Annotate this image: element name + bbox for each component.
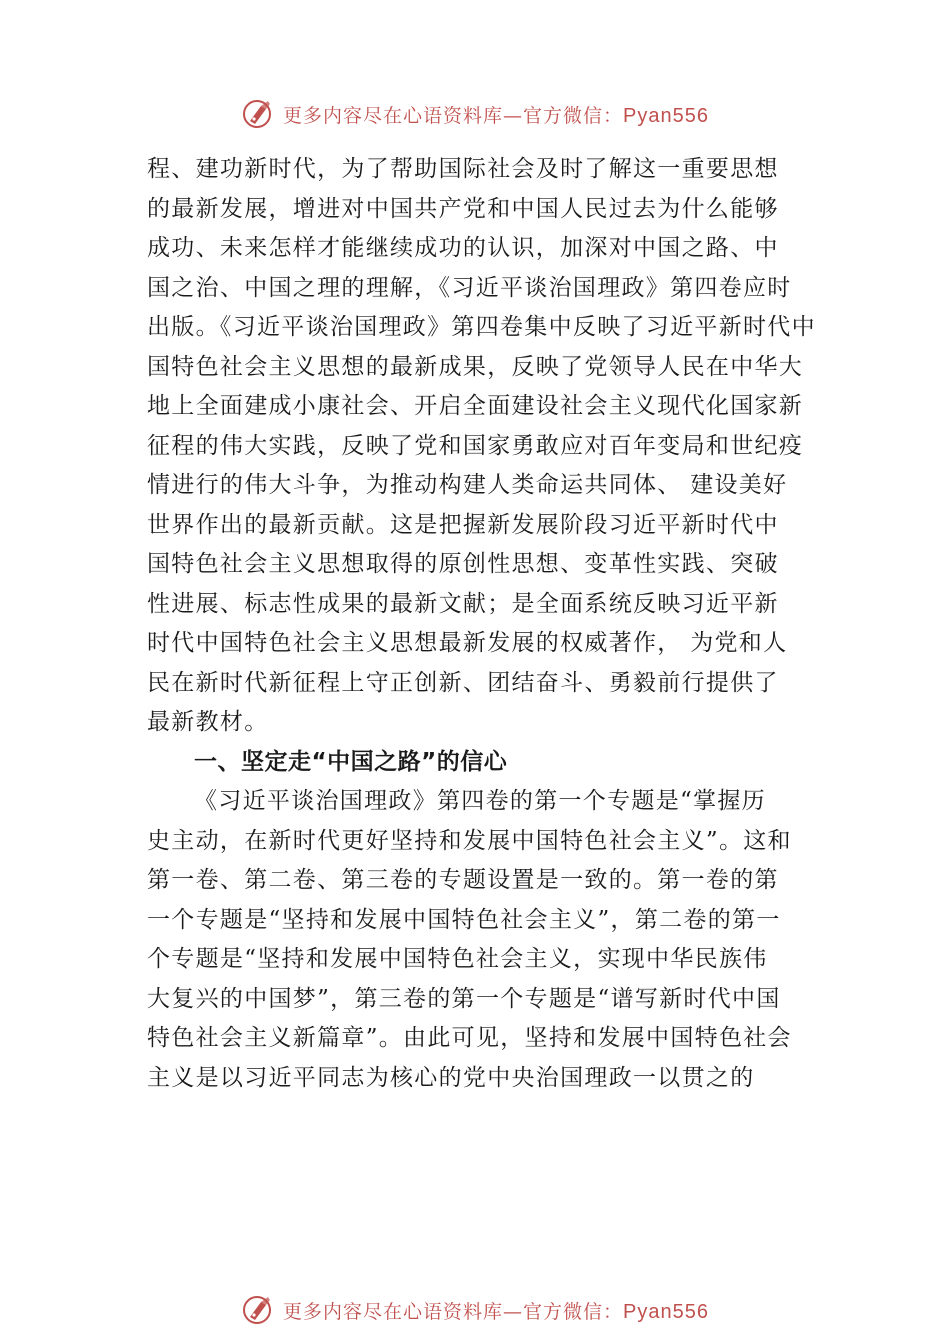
body-line: 国特色社会主义思想取得的原创性思想、变革性实践、突破 [147,551,779,577]
body-line: 主义是以习近平同志为核心的党中央治国理政一以贯之的 [147,1064,755,1091]
watermark-text [283,101,709,128]
body-line: 史主动，在新时代更好坚持和发展中国特色社会主义”。这和 [147,827,792,854]
body-line: 的最新发展，增进对中国共产党和中国人民过去为什么能够 [147,195,779,222]
body-line: 《习近平谈治国理政》第四卷的第一个专题是“掌握历 [194,788,766,814]
watermark-handle: Pyan556 [623,104,709,127]
body-line: 成功、未来怎样才能继续成功的认识，加深对中国之路、中 [147,235,779,261]
body-line: 大复兴的中国梦”，第三卷的第一个专题是“谱写新时代中国 [147,985,781,1012]
pen-nib-icon [241,1293,275,1327]
body-line: 世界作出的最新贡献。这是把握新发展阶段习近平新时代中 [147,511,779,538]
body-line: 性进展、标志性成果的最新文献；是全面系统反映习近平新 [147,590,779,617]
watermark-label: 更多内容尽在心语资料库—官方微信： [283,104,624,127]
watermark-text [283,1297,709,1324]
document-body [147,150,815,1098]
watermark-label: 更多内容尽在心语资料库—官方微信： [283,1300,624,1323]
pen-nib-icon [241,97,275,131]
section-heading: 一、坚定走“中国之路”的信心 [194,748,508,775]
body-line: 民在新时代新征程上守正创新、团结奋斗、勇毅前行提供了 [147,669,779,696]
body-line: 第一卷、第二卷、第三卷的专题设置是一致的。第一卷的第 [147,867,779,893]
body-line: 地上全面建成小康社会、开启全面建设社会主义现代化国家新 [147,393,804,419]
body-line: 情进行的伟大斗争，为推动构建人类命运共同体、 建设美好 [147,472,788,498]
body-line: 国特色社会主义思想的最新成果，反映了党领导人民在中华大 [147,353,804,380]
watermark-handle: Pyan556 [623,1300,709,1323]
body-line: 程、建功新时代，为了帮助国际社会及时了解这一重要思想 [147,156,779,182]
body-line: 征程的伟大实践，反映了党和国家勇敢应对百年变局和世纪疫 [147,432,804,459]
body-line: 国之治、中国之理的理解，《习近平谈治国理政》第四卷应时 [147,274,792,301]
header-watermark [0,92,950,136]
body-line: 特色社会主义新篇章”。由此可见，坚持和发展中国特色社会 [147,1025,792,1051]
body-line: 出版。《习近平谈治国理政》第四卷集中反映了习近平新时代中 [147,314,816,340]
body-line: 最新教材。 [147,709,269,735]
body-line: 一个专题是“坚持和发展中国特色社会主义”，第二卷的第一 [147,906,781,933]
body-line: 个专题是“坚持和发展中国特色社会主义，实现中华民族伟 [147,946,768,972]
footer-watermark [0,1288,950,1332]
body-line: 时代中国特色社会主义思想最新发展的权威著作， 为党和人 [147,630,788,656]
